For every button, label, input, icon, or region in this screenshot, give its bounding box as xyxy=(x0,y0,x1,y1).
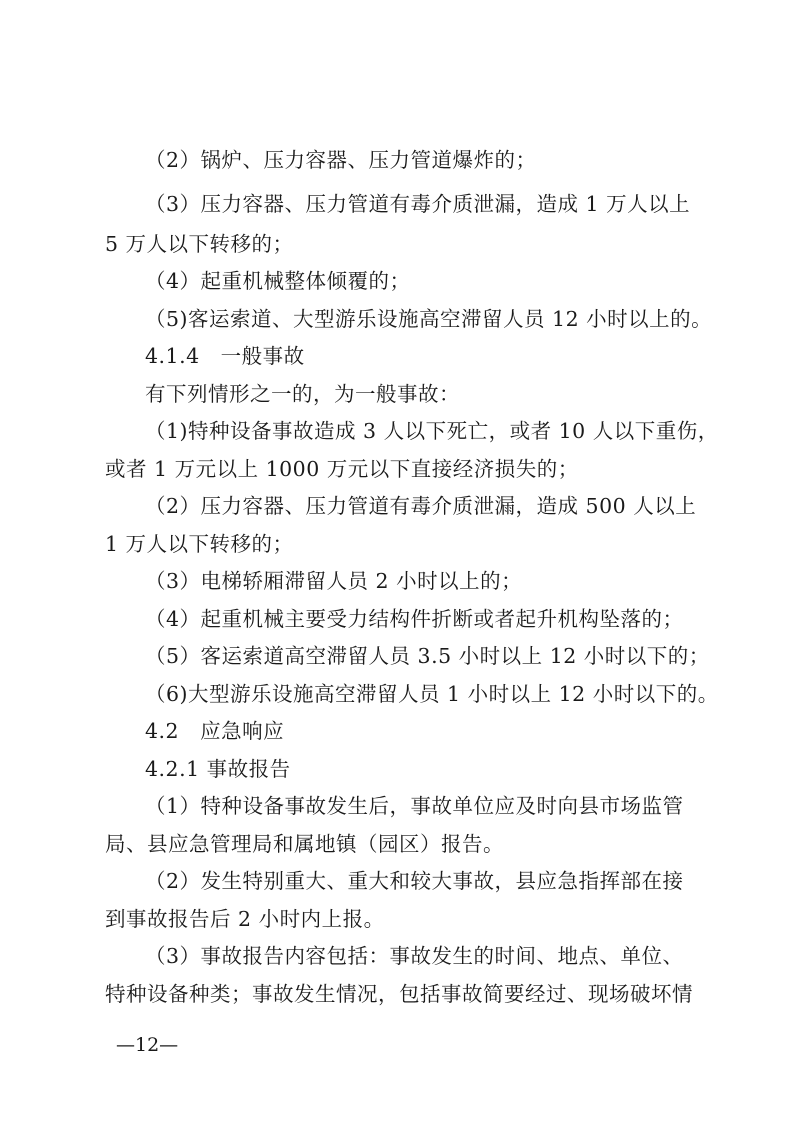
paragraph-line: 特种设备种类；事故发生情况，包括事故简要经过、现场破坏情 xyxy=(105,982,693,1006)
paragraph-line: （2）锅炉、压力容器、压力管道爆炸的； xyxy=(145,148,537,172)
page-number: —12— xyxy=(116,1034,179,1056)
paragraph-line: （5)客运索道、大型游乐设施高空滞留人员 12 小时以上的。 xyxy=(145,307,713,331)
paragraph-line: （1)特种设备事故造成 3 人以下死亡，或者 10 人以下重伤， xyxy=(145,419,719,443)
paragraph-line: 5 万人以下转移的； xyxy=(105,232,294,256)
paragraph-line: 有下列情形之一的，为一般事故： xyxy=(145,382,460,406)
paragraph-line: （2）压力容器、压力管道有毒介质泄漏，造成 500 人以上 xyxy=(145,494,697,518)
paragraph-line: （3）电梯轿厢滞留人员 2 小时以上的； xyxy=(145,569,523,593)
paragraph-line: （3）事故报告内容包括：事故发生的时间、地点、单位、 xyxy=(145,944,684,968)
paragraph-line: 到事故报告后 2 小时内上报。 xyxy=(105,907,385,931)
paragraph-line: （6)大型游乐设施高空滞留人员 1 小时以上 12 小时以下的。 xyxy=(145,682,719,706)
paragraph-line: 局、县应急管理局和属地镇（园区）报告。 xyxy=(105,832,504,856)
paragraph-line: （4）起重机械主要受力结构件折断或者起升机构坠落的； xyxy=(145,607,684,631)
paragraph-line: 1 万人以下转移的； xyxy=(105,532,294,556)
section-heading: 4.2.1 事故报告 xyxy=(145,757,291,781)
section-heading: 4.2 应急响应 xyxy=(145,719,285,743)
paragraph-line: 或者 1 万元以上 1000 万元以下直接经济损失的； xyxy=(105,457,579,481)
section-heading: 4.1.4 一般事故 xyxy=(145,344,305,368)
paragraph-line: （3）压力容器、压力管道有毒介质泄漏，造成 1 万人以上 xyxy=(145,192,691,216)
paragraph-line: （1）特种设备事故发生后，事故单位应及时向县市场监管 xyxy=(145,794,684,818)
paragraph-line: （2）发生特别重大、重大和较大事故，县应急指挥部在接 xyxy=(145,869,684,893)
paragraph-line: （5）客运索道高空滞留人员 3.5 小时以上 12 小时以下的； xyxy=(145,644,710,668)
paragraph-line: （4）起重机械整体倾覆的； xyxy=(145,269,411,293)
